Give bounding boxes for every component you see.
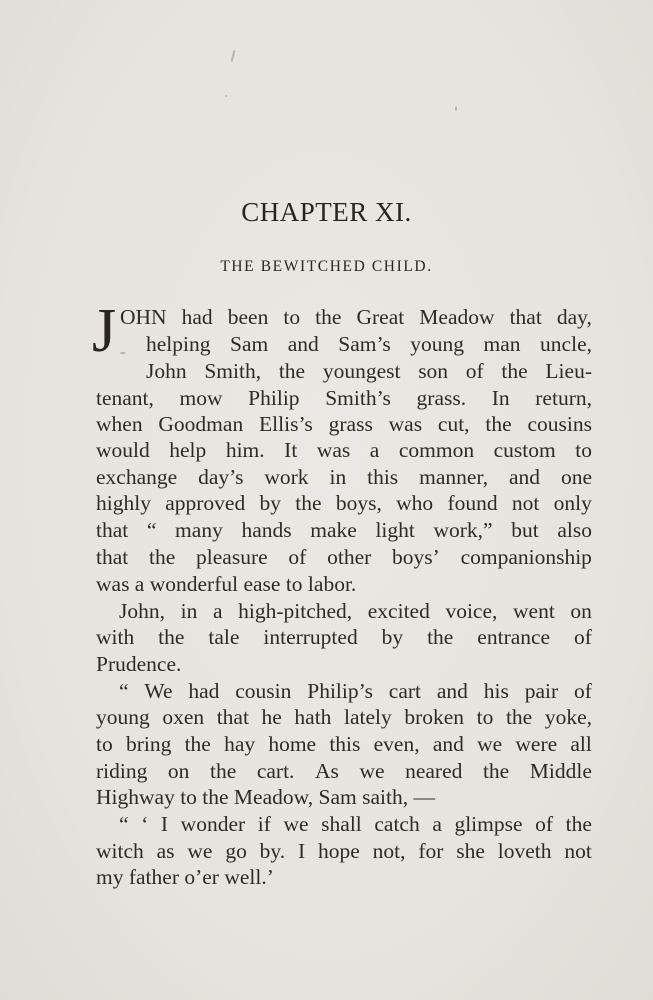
paper-speck: [225, 95, 227, 97]
text-line: that the pleasure of other boys’ companionship: [96, 545, 592, 569]
text-line: John, in a high-pitched, excited voice, went on: [119, 599, 592, 623]
paper-speck: [230, 50, 235, 62]
text-line: to bring the hay home this even, and we were all: [96, 732, 592, 756]
text-line: that “ many hands make light work,” but also: [96, 518, 592, 542]
text-line: was a wonderful ease to labor.: [96, 572, 357, 596]
chapter-subtitle: THE BEWITCHED CHILD.: [220, 258, 433, 275]
paper-speck: [120, 352, 126, 354]
paper-speck: [455, 106, 457, 111]
text-line: with the tale interrupted by the entrance of: [96, 625, 592, 649]
text-line: “ We had cousin Philip’s cart and his pair of: [119, 679, 592, 703]
drop-cap: J: [92, 297, 117, 365]
text-line: my father o’er well.’: [96, 865, 274, 889]
text-line: Highway to the Meadow, Sam saith, —: [96, 785, 435, 809]
text-line: OHN had been to the Great Meadow that day,: [120, 305, 592, 329]
text-line: riding on the cart. As we neared the Middle: [96, 759, 592, 783]
text-line: Prudence.: [96, 652, 182, 676]
chapter-title: CHAPTER XI.: [241, 197, 412, 227]
text-line: helping Sam and Sam’s young man uncle,: [146, 332, 592, 356]
text-line: highly approved by the boys, who found not only: [96, 491, 592, 515]
text-line: “ ‘ I wonder if we shall catch a glimpse of the: [119, 812, 592, 836]
text-line: exchange day’s work in this manner, and one: [96, 465, 592, 489]
text-line: John Smith, the youngest son of the Lieu-: [146, 359, 592, 383]
text-line: tenant, mow Philip Smith’s grass. In return,: [96, 386, 592, 410]
text-line: when Goodman Ellis’s grass was cut, the cousins: [96, 412, 592, 436]
text-line: witch as we go by. I hope not, for she loveth not: [96, 839, 592, 863]
text-line: would help him. It was a common custom to: [96, 438, 592, 462]
text-line: young oxen that he hath lately broken to the yoke,: [96, 705, 592, 729]
